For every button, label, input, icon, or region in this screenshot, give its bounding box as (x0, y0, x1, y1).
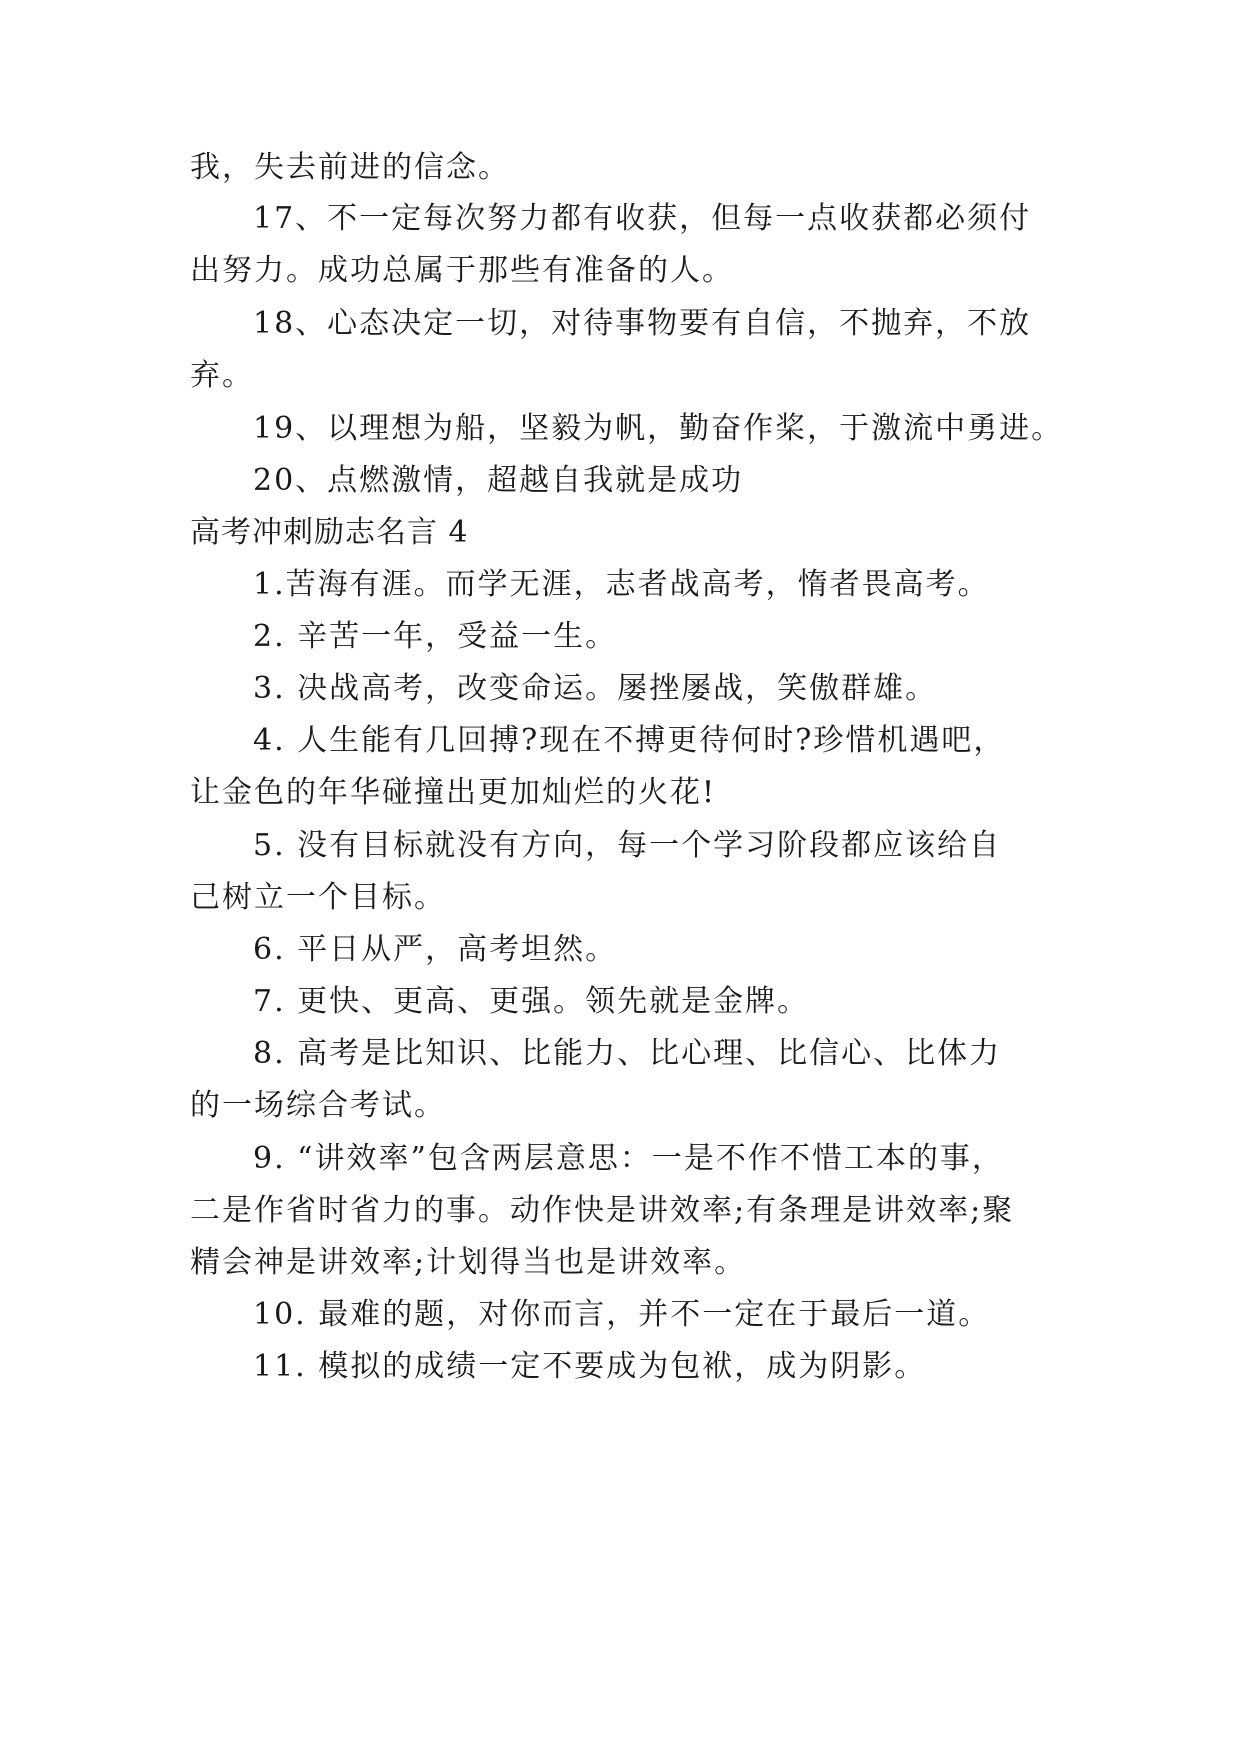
text-line: 9. “讲效率”包含两层意思：一是不作不惜工本的事， (253, 1141, 1004, 1176)
text-line: 弃。 (190, 358, 254, 393)
text-line: 精会神是讲效率;计划得当也是讲效率。 (190, 1245, 747, 1280)
text-line: 3. 决战高考，改变命运。屡挫屡战，笑傲群雄。 (253, 671, 938, 706)
text-line: 的一场综合考试。 (190, 1088, 446, 1123)
text-line: 1.苦海有涯。而学无涯，志者战高考，惰者畏高考。 (253, 567, 990, 602)
text-line: 19、以理想为船，坚毅为帆，勤奋作桨，于激流中勇进。 (253, 411, 1064, 446)
text-line: 10. 最难的题，对你而言，并不一定在于最后一道。 (253, 1297, 991, 1332)
text-line: 8. 高考是比知识、比能力、比心理、比信心、比体力 (253, 1036, 1002, 1071)
text-line: 20、点燃激情，超越自我就是成功 (253, 463, 744, 498)
text-line: 4. 人生能有几回搏?现在不搏更待何时?珍惜机遇吧， (253, 723, 1006, 758)
text-line: 18、心态决定一切，对待事物要有自信，不抛弃，不放 (253, 306, 1032, 341)
text-line: 己树立一个目标。 (190, 880, 446, 915)
text-line: 二是作省时省力的事。动作快是讲效率;有条理是讲效率;聚 (190, 1193, 1015, 1228)
text-line: 出努力。成功总属于那些有准备的人。 (190, 253, 734, 288)
text-line: 7. 更快、更高、更强。领先就是金牌。 (253, 984, 810, 1019)
text-line: 5. 没有目标就没有方向，每一个学习阶段都应该给自 (253, 828, 1002, 863)
text-line: 17、不一定每次努力都有收获，但每一点收获都必须付 (253, 201, 1032, 236)
text-line: 11. 模拟的成绩一定不要成为包袱，成为阴影。 (253, 1349, 927, 1384)
section-heading: 高考冲刺励志名言 4 (190, 515, 469, 550)
text-line: 我，失去前进的信念。 (190, 150, 510, 185)
text-line: 2. 辛苦一年，受益一生。 (253, 619, 618, 654)
text-line: 让金色的年华碰撞出更加灿烂的火花! (190, 775, 717, 810)
text-line: 6. 平日从严，高考坦然。 (253, 932, 618, 967)
